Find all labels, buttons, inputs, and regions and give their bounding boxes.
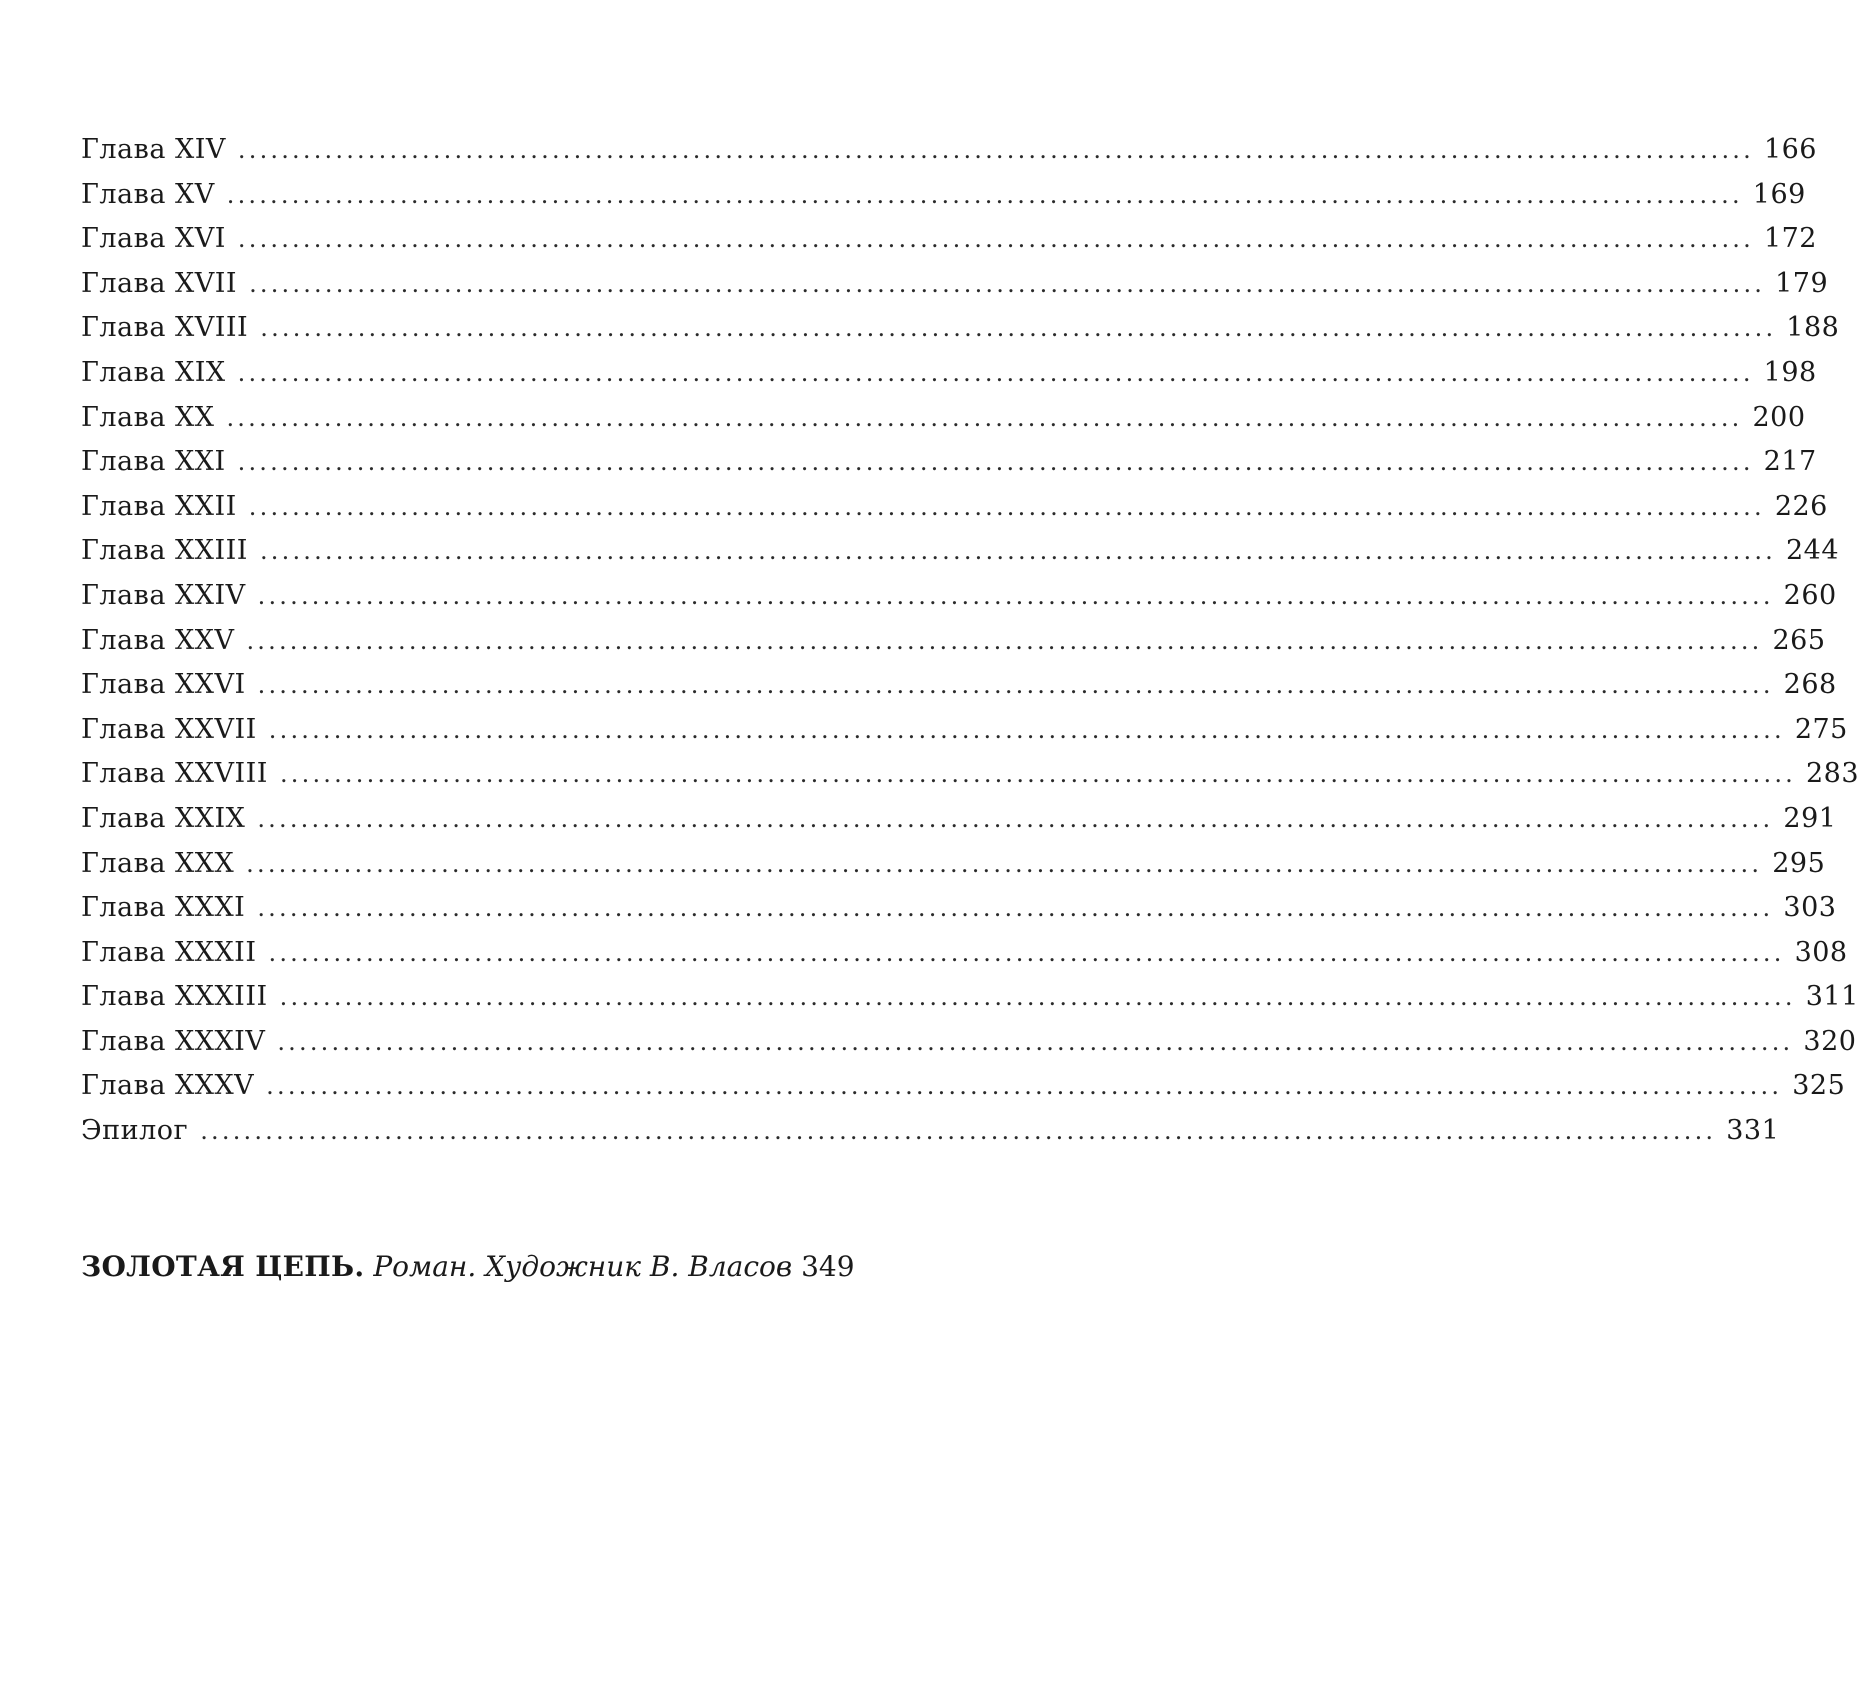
toc-entry-page: 217 xyxy=(1763,446,1817,478)
dot-leader: ............................................................................................................................................ xyxy=(268,938,1785,967)
toc-entry xyxy=(81,669,1837,714)
toc-entry-page: 325 xyxy=(1792,1070,1846,1102)
toc-entry xyxy=(81,1115,1780,1160)
toc-entry-label: Глава XXVII xyxy=(81,713,257,745)
toc-entry xyxy=(81,802,1837,848)
dot-leader: ............................................................................................................................................ xyxy=(249,269,1766,298)
dot-leader: ............................................................................................................................................ xyxy=(237,448,1754,477)
toc-entry-page: 311 xyxy=(1805,981,1859,1013)
toc-entry-page: 188 xyxy=(1786,312,1840,344)
toc-entry-page: 198 xyxy=(1763,356,1817,388)
toc-entry-page: 295 xyxy=(1772,847,1826,879)
toc-entry-page: 200 xyxy=(1752,401,1806,433)
dot-leader: ............................................................................................................................................ xyxy=(248,492,1765,521)
toc-entry xyxy=(81,312,1840,357)
toc-entry-label: Глава XVI xyxy=(81,223,226,255)
toc-entry-label: Эпилог xyxy=(81,1115,189,1147)
toc-entry xyxy=(81,535,1840,580)
toc-entry xyxy=(81,758,1859,803)
toc-entry xyxy=(81,579,1837,625)
toc-entry xyxy=(81,713,1848,759)
toc-entry-label: Глава XXI xyxy=(81,446,226,478)
toc-entry-page: 291 xyxy=(1783,802,1837,834)
toc-entry xyxy=(81,1025,1857,1071)
toc-entry-label: Глава XV xyxy=(81,178,215,210)
toc-entry-label: Глава XIX xyxy=(81,356,226,388)
toc-entry xyxy=(81,178,1806,224)
dot-leader: ............................................................................................................................................ xyxy=(257,671,1774,700)
toc-entry-page: 260 xyxy=(1783,579,1837,611)
toc-entry xyxy=(81,401,1806,447)
toc-entry-page: 268 xyxy=(1783,669,1837,701)
toc-entry-page: 303 xyxy=(1783,892,1837,924)
work-page: 349 xyxy=(801,1250,855,1283)
toc-entry-page: 169 xyxy=(1752,178,1806,210)
dot-leader: ............................................................................................................................................ xyxy=(279,983,1796,1012)
toc-entry-page: 320 xyxy=(1803,1025,1857,1057)
toc-entry xyxy=(81,936,1848,982)
dot-leader: ............................................................................................................................................ xyxy=(226,180,1743,209)
toc-entry-label: Глава XXVIII xyxy=(81,758,268,790)
toc-entry-label: Глава XXXV xyxy=(81,1070,255,1102)
dot-leader: ............................................................................................................................................ xyxy=(226,403,1743,432)
toc-entry-page: 283 xyxy=(1806,758,1859,790)
toc-entry-label: Глава XXV xyxy=(81,624,235,656)
work-description: Роман. Художник В. Власов xyxy=(373,1250,793,1283)
toc-entry-page: 331 xyxy=(1726,1115,1780,1147)
toc-entry xyxy=(81,1070,1846,1115)
toc-entry-label: Глава XXXIV xyxy=(81,1025,266,1057)
toc-entry-page: 244 xyxy=(1786,535,1840,567)
toc-entry-label: Глава XXIV xyxy=(81,579,246,611)
toc-entry-page: 265 xyxy=(1772,624,1826,656)
dot-leader: ............................................................................................................................................ xyxy=(200,1117,1717,1146)
toc-entry-label: Глава XXXIII xyxy=(81,981,268,1013)
work-title: ЗОЛОТАЯ ЦЕПЬ. xyxy=(81,1250,365,1283)
toc-entry-label: Глава XXIX xyxy=(81,802,246,834)
toc-entry-label: Глава XXXII xyxy=(81,936,257,968)
work-entry xyxy=(81,1250,861,1283)
toc-entry-page: 226 xyxy=(1774,490,1828,522)
toc-entry-label: Глава XX xyxy=(81,401,215,433)
dot-leader: ............................................................................................................................................ xyxy=(237,358,1754,387)
toc-entry-label: Глава XXIII xyxy=(81,535,248,567)
dot-leader: ............................................................................................................................................ xyxy=(260,314,1777,343)
toc-entry xyxy=(81,356,1817,402)
toc-entry xyxy=(81,134,1817,179)
toc-entry-label: Глава XXXI xyxy=(81,892,246,924)
toc-entry xyxy=(81,223,1817,268)
toc-entry xyxy=(81,490,1828,536)
toc-entry-page: 308 xyxy=(1794,936,1848,968)
dot-leader: ............................................................................................................................................ xyxy=(237,225,1754,254)
dot-leader: ............................................................................................................................................ xyxy=(257,804,1774,833)
toc-entry xyxy=(81,446,1817,491)
dot-leader: ............................................................................................................................................ xyxy=(246,626,1763,655)
toc-entry-label: Глава XVIII xyxy=(81,312,249,344)
dot-leader: ............................................................................................................................................ xyxy=(246,849,1763,878)
toc-entry-page: 275 xyxy=(1794,713,1848,745)
dot-leader: ............................................................................................................................................ xyxy=(277,1027,1794,1056)
dot-leader: ............................................................................................................................................ xyxy=(257,581,1774,610)
toc-entry-label: Глава XXVI xyxy=(81,669,246,701)
toc-entry-label: Глава XIV xyxy=(81,134,226,165)
dot-leader: ............................................................................................................................................ xyxy=(279,760,1796,789)
toc-entry-label: Глава XXII xyxy=(81,490,237,522)
table-of-contents xyxy=(81,134,1859,1160)
dot-leader: ............................................................................................................................................ xyxy=(257,894,1774,923)
toc-entry-label: Глава XXX xyxy=(81,847,235,879)
toc-entry xyxy=(81,892,1837,937)
dot-leader: ............................................................................................................................................ xyxy=(237,136,1754,164)
toc-entry xyxy=(81,981,1859,1026)
dot-leader: ............................................................................................................................................ xyxy=(259,537,1776,566)
toc-entry xyxy=(81,624,1826,670)
toc-entry-page: 166 xyxy=(1763,134,1817,165)
dot-leader: ............................................................................................................................................ xyxy=(266,1072,1783,1101)
toc-entry-page: 172 xyxy=(1763,223,1817,255)
toc-entry xyxy=(81,267,1829,313)
toc-entry-page: 179 xyxy=(1775,267,1829,299)
toc-entry xyxy=(81,847,1826,893)
toc-entry-label: Глава XVII xyxy=(81,267,238,299)
dot-leader: ............................................................................................................................................ xyxy=(268,715,1785,744)
